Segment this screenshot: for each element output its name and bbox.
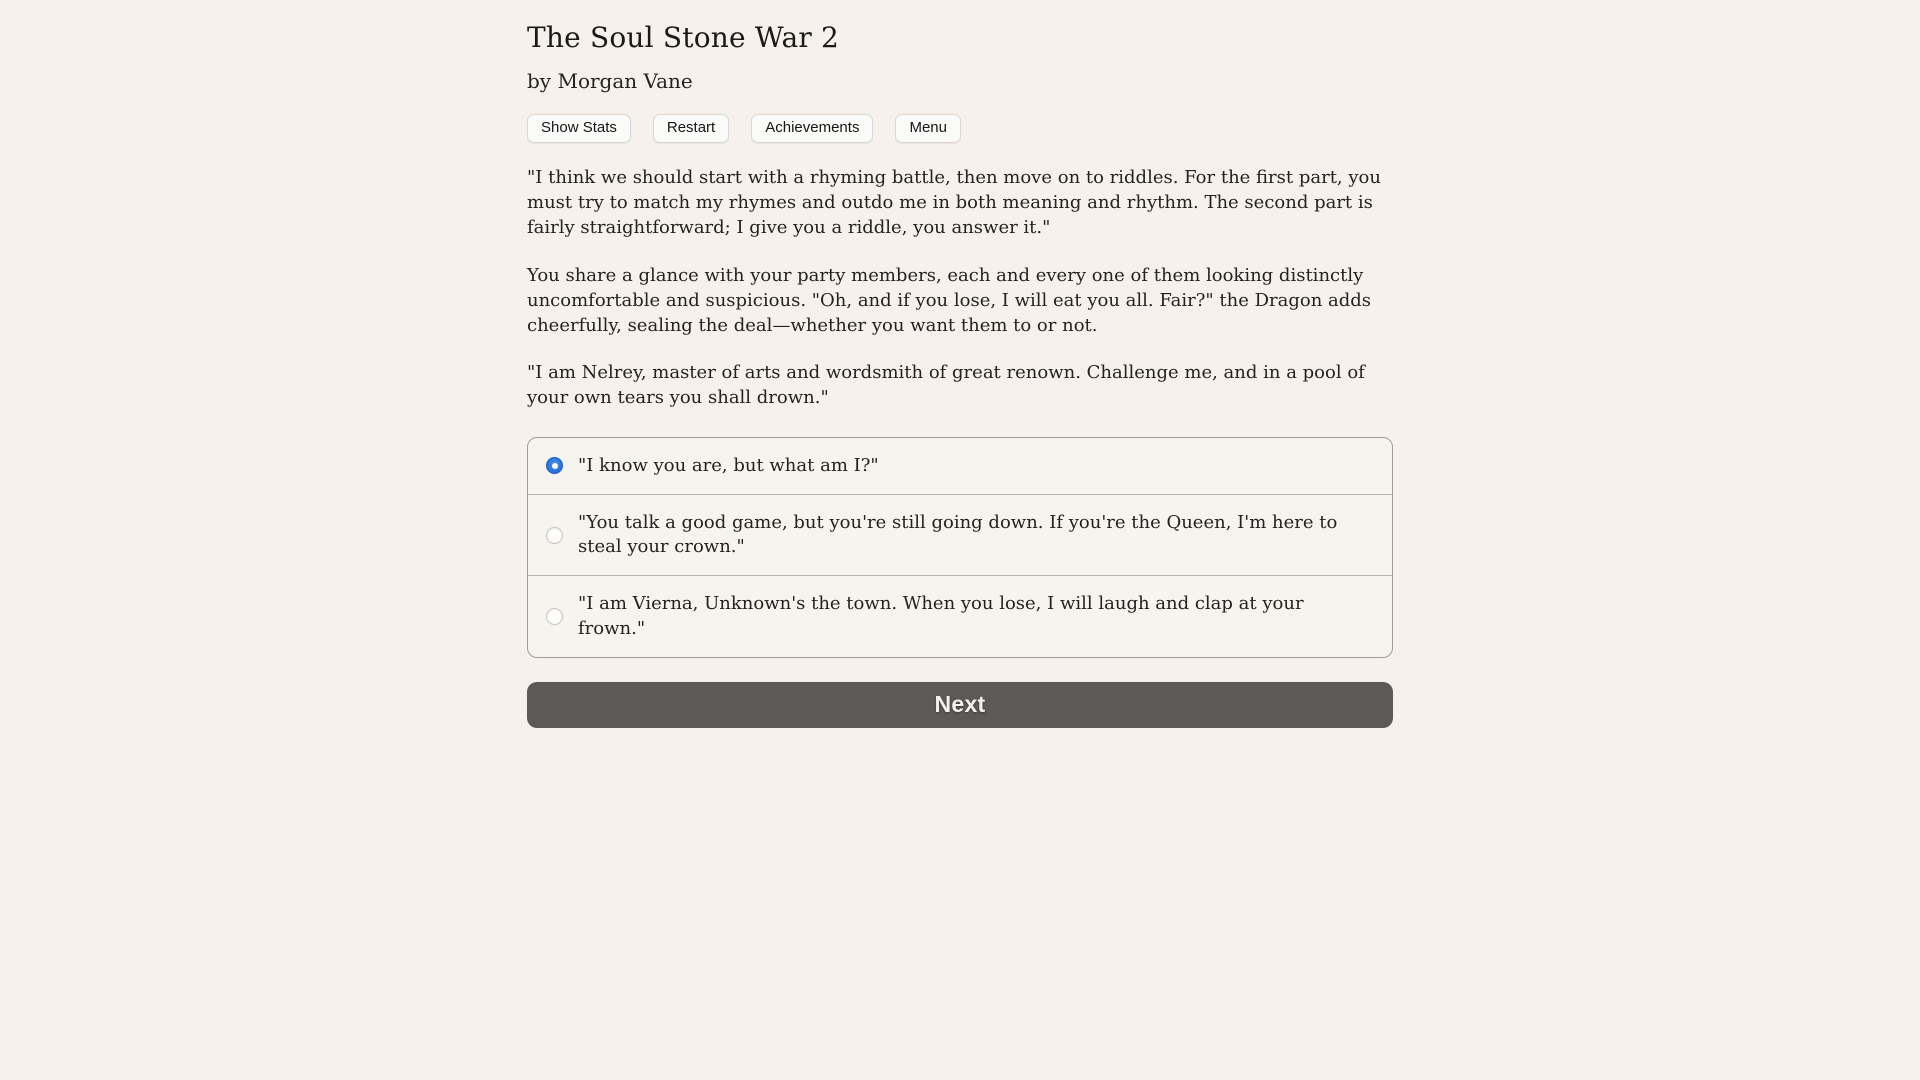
choice-option-2[interactable] — [528, 494, 1392, 576]
choice-label[interactable]: "I am Vierna, Unknown's the town. When you lose, I will laugh and clap at your frown." — [578, 593, 1304, 639]
game-toolbar — [527, 114, 1393, 143]
menu-button[interactable]: Menu — [895, 114, 961, 143]
choice-list — [527, 437, 1393, 658]
next-button[interactable]: Next — [527, 682, 1393, 728]
restart-button[interactable]: Restart — [653, 114, 729, 143]
story-paragraph: You share a glance with your party members, each and every one of them looking distinctly uncomfortable and suspicious. "Oh, and if you lose, I will eat you all. Fair?" the Dragon adds cheerfully, sealing the deal—whether you want them to or not. — [527, 264, 1372, 336]
story-text — [527, 165, 1393, 411]
radio-button-icon[interactable] — [546, 527, 563, 544]
choice-label[interactable]: "You talk a good game, but you're still going down. If you're the Queen, I'm here to steal your crown." — [578, 511, 1338, 558]
game-page — [527, 0, 1393, 728]
choice-option-3[interactable] — [528, 575, 1392, 657]
story-paragraph: "I am Nelrey, master of arts and wordsmith of great renown. Challenge me, and in a pool of your own tears you shall drown." — [527, 362, 1365, 409]
choice-option-1[interactable] — [528, 438, 1392, 494]
author-byline: by Morgan Vane — [527, 69, 693, 93]
show-stats-button[interactable]: Show Stats — [527, 114, 631, 143]
choice-label[interactable]: "I know you are, but what am I?" — [578, 454, 879, 476]
story-paragraph: "I think we should start with a rhyming battle, then move on to riddles. For the first part, you must try to match my rhymes and outdo me in both meaning and rhythm. The second part is fairly straightforward; I give you a riddle, you answer it." — [527, 167, 1381, 239]
page-title: The Soul Stone War 2 — [527, 21, 840, 54]
radio-button-icon[interactable] — [546, 457, 563, 474]
achievements-button[interactable]: Achievements — [751, 114, 873, 143]
radio-button-icon[interactable] — [546, 608, 563, 625]
